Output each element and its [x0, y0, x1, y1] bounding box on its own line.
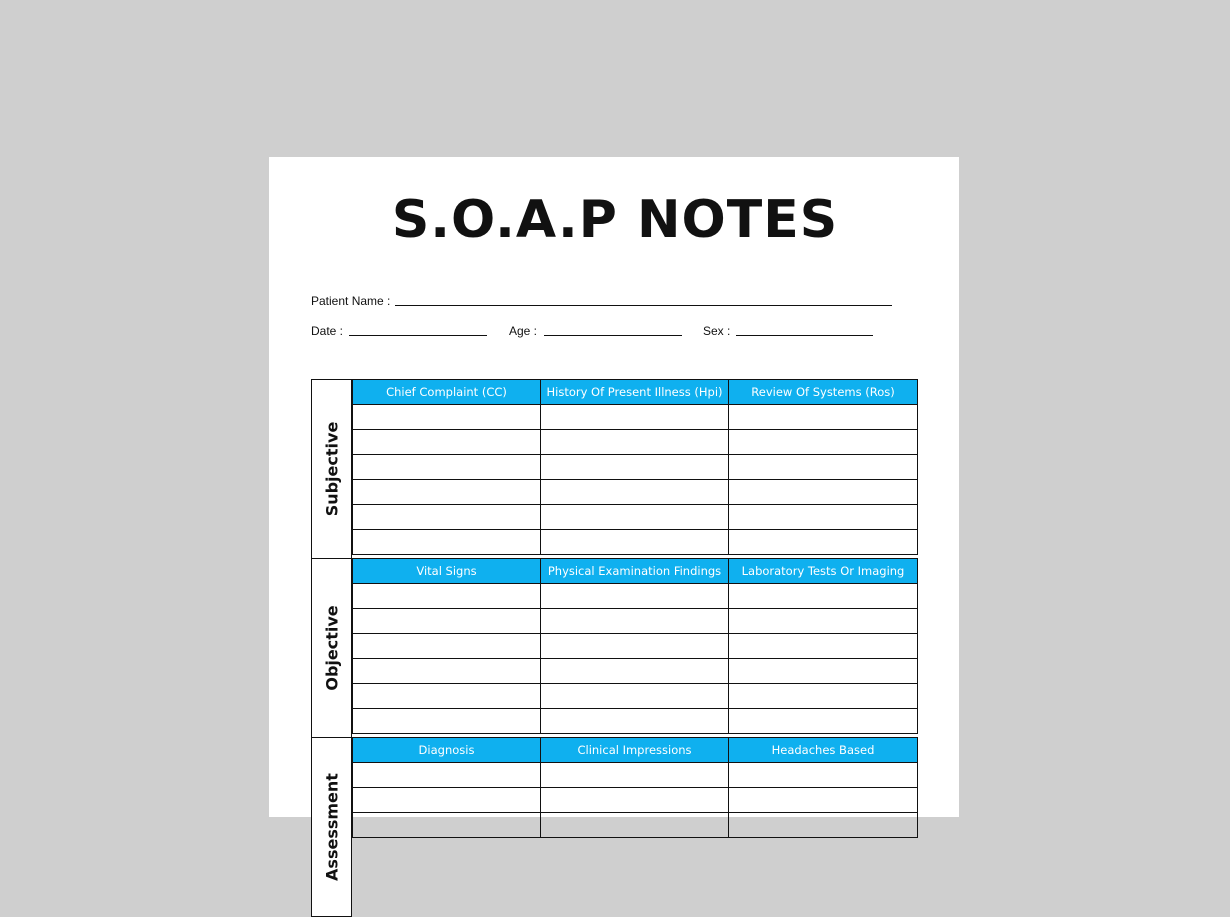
table-cell[interactable] — [353, 480, 541, 505]
table-cell[interactable] — [541, 505, 729, 530]
table-cell[interactable] — [541, 684, 729, 709]
table-cell[interactable] — [353, 505, 541, 530]
patient-name-label: Patient Name : — [311, 294, 391, 308]
table-cell[interactable] — [541, 480, 729, 505]
table-cell[interactable] — [353, 609, 541, 634]
column-header: Diagnosis — [353, 738, 541, 763]
column-header: Headaches Based — [729, 738, 918, 763]
subjective-section — [311, 379, 917, 559]
table-cell[interactable] — [541, 813, 729, 838]
column-header: Review Of Systems (Ros) — [729, 380, 918, 405]
age-label: Age : — [509, 324, 538, 338]
table-cell[interactable] — [729, 430, 918, 455]
column-header: Physical Examination Findings — [541, 559, 729, 584]
table-row — [353, 405, 918, 430]
table-cell[interactable] — [541, 430, 729, 455]
table-cell[interactable] — [541, 455, 729, 480]
table-row — [353, 505, 918, 530]
column-header: History Of Present Illness (Hpi) — [541, 380, 729, 405]
table-cell[interactable] — [541, 659, 729, 684]
table-row — [353, 659, 918, 684]
age-line[interactable] — [544, 335, 682, 336]
table-cell[interactable] — [353, 584, 541, 609]
subjective-table — [352, 379, 918, 555]
table-cell[interactable] — [729, 763, 918, 788]
date-line[interactable] — [349, 335, 487, 336]
table-cell[interactable] — [729, 634, 918, 659]
table-cell[interactable] — [353, 455, 541, 480]
table-row — [353, 530, 918, 555]
column-header: Clinical Impressions — [541, 738, 729, 763]
table-cell[interactable] — [353, 709, 541, 734]
table-cell[interactable] — [541, 584, 729, 609]
table-cell[interactable] — [353, 788, 541, 813]
table-cell[interactable] — [353, 813, 541, 838]
table-cell[interactable] — [541, 530, 729, 555]
table-cell[interactable] — [729, 684, 918, 709]
table-row — [353, 788, 918, 813]
table-row — [353, 709, 918, 734]
table-cell[interactable] — [729, 609, 918, 634]
objective-table — [352, 558, 918, 734]
objective-section — [311, 558, 917, 738]
page-title: S.O.A.P NOTES — [391, 190, 839, 250]
column-header: Vital Signs — [353, 559, 541, 584]
table-cell[interactable] — [729, 505, 918, 530]
table-cell[interactable] — [729, 455, 918, 480]
assessment-label: Assessment — [322, 773, 341, 881]
table-cell[interactable] — [541, 763, 729, 788]
table-cell[interactable] — [541, 788, 729, 813]
objective-label: Objective — [322, 605, 341, 691]
table-cell[interactable] — [729, 480, 918, 505]
table-row — [353, 634, 918, 659]
sex-line[interactable] — [736, 335, 873, 336]
table-cell[interactable] — [541, 634, 729, 659]
column-header: Laboratory Tests Or Imaging — [729, 559, 918, 584]
table-row — [353, 609, 918, 634]
table-cell[interactable] — [541, 405, 729, 430]
table-cell[interactable] — [353, 634, 541, 659]
table-row — [353, 684, 918, 709]
table-cell[interactable] — [729, 813, 918, 838]
table-cell[interactable] — [353, 530, 541, 555]
table-row — [353, 763, 918, 788]
table-row — [353, 813, 918, 838]
table-cell[interactable] — [353, 405, 541, 430]
table-cell[interactable] — [729, 405, 918, 430]
table-cell[interactable] — [729, 659, 918, 684]
table-cell[interactable] — [729, 788, 918, 813]
table-row — [353, 480, 918, 505]
table-cell[interactable] — [353, 659, 541, 684]
patient-name-line[interactable] — [395, 305, 892, 306]
objective-side-panel — [311, 558, 352, 738]
subjective-side-panel — [311, 379, 352, 559]
table-row — [353, 584, 918, 609]
assessment-section — [311, 737, 917, 881]
table-cell[interactable] — [729, 584, 918, 609]
column-header: Chief Complaint (CC) — [353, 380, 541, 405]
table-cell[interactable] — [541, 609, 729, 634]
subjective-label: Subjective — [322, 421, 341, 517]
table-cell[interactable] — [541, 709, 729, 734]
date-label: Date : — [311, 324, 344, 338]
table-cell[interactable] — [353, 430, 541, 455]
table-cell[interactable] — [353, 763, 541, 788]
sex-label: Sex : — [703, 324, 731, 338]
table-row — [353, 455, 918, 480]
table-cell[interactable] — [729, 709, 918, 734]
table-cell[interactable] — [729, 530, 918, 555]
table-cell[interactable] — [353, 684, 541, 709]
assessment-table — [352, 737, 918, 838]
table-row — [353, 430, 918, 455]
assessment-side-panel — [311, 737, 352, 917]
